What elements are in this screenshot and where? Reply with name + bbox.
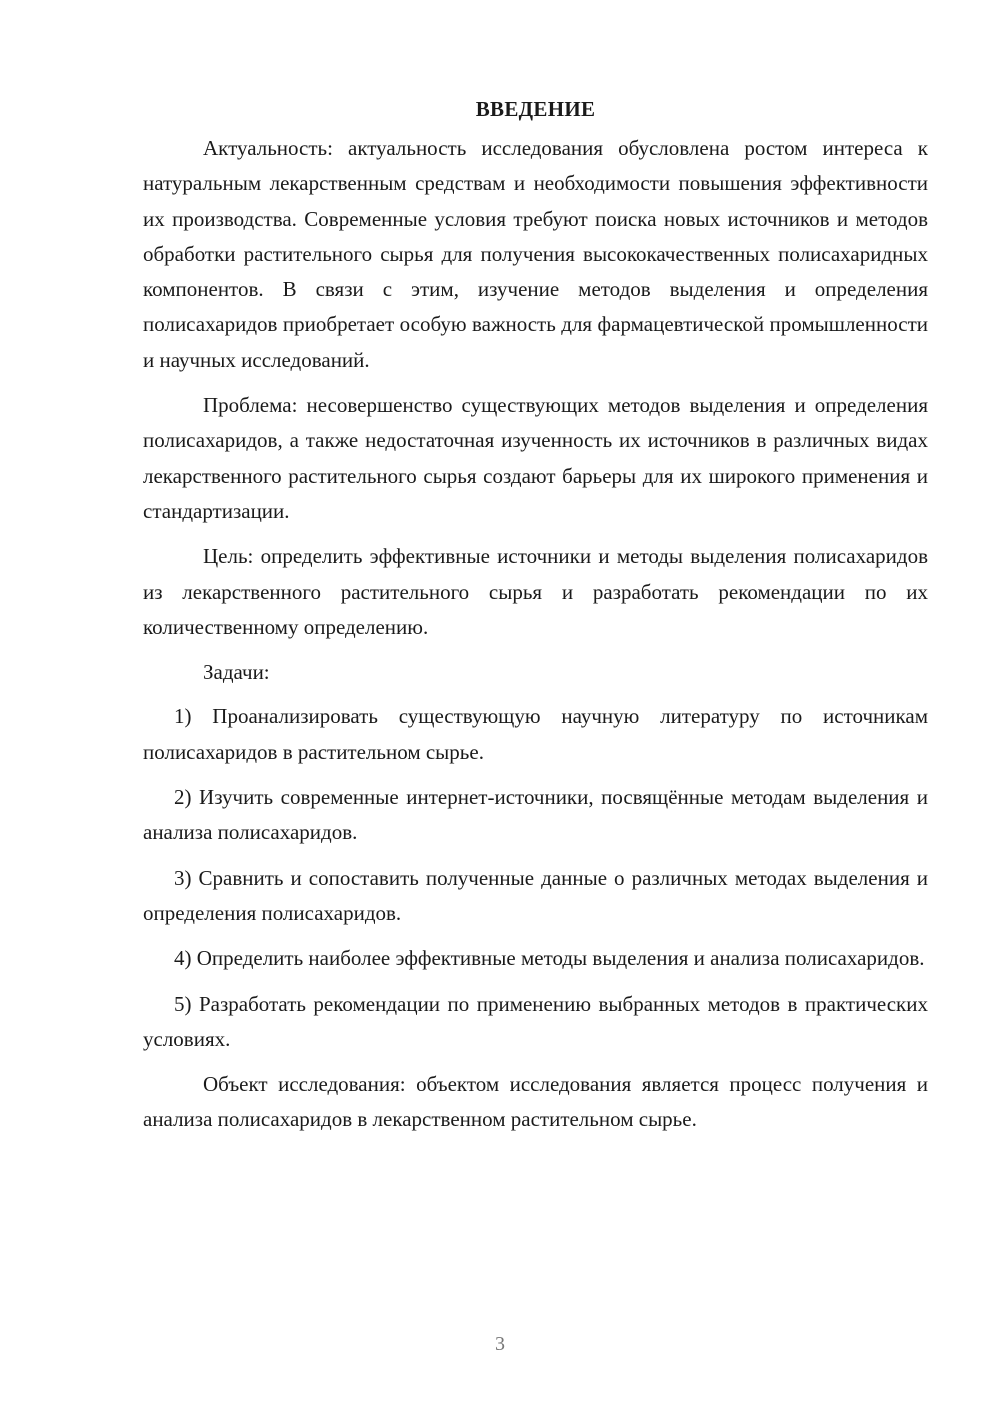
page-number: 3 bbox=[495, 1333, 505, 1355]
tasks-heading: Задачи: bbox=[203, 660, 270, 685]
task-item-3: 3) Сравнить и сопоставить полученные данные о различных методах выделения и определения полисахаридов. bbox=[143, 865, 928, 925]
paragraph-problem: Проблема: несовершенство существующих методов выделения и определения полисахаридов, а также недостаточная изученность их источников в различных видах лекарственного растительного сырья создают барьеры для их широкого применения и стандартизации. bbox=[143, 393, 928, 523]
paragraph-object: Объект исследования: объектом исследования является процесс получения и анализа полисахаридов в лекарственном растительном сырье. bbox=[143, 1072, 928, 1132]
document-page bbox=[143, 92, 928, 1148]
task-item-2: 2) Изучить современные интернет-источники, посвящённые методам выделения и анализа полисахаридов. bbox=[143, 785, 928, 845]
paragraph-goal: Цель: определить эффективные источники и методы выделения полисахаридов из лекарственного растительного сырья и разработать рекомендации по их количественному определению. bbox=[143, 544, 928, 639]
task-item-1: 1) Проанализировать существующую научную литературу по источникам полисахаридов в растительном сырье. bbox=[143, 704, 928, 764]
task-item-5: 5) Разработать рекомендации по применению выбранных методов в практических условиях. bbox=[143, 991, 928, 1051]
paragraph-relevance: Актуальность: актуальность исследования обусловлена ростом интереса к натуральным лекарственным средствам и необходимости повышения эффективности их производства. Современные условия требуют поиска новых источников и методов обработки растительного сырья для получения высококачественных полисахаридных компонентов. В связи с этим, изучение методов выделения и определения полисахаридов приобретает особую важность для фармацевтической промышленности и научных исследований. bbox=[143, 136, 928, 372]
task-item-4: 4) Определить наиболее эффективные методы выделения и анализа полисахаридов. bbox=[174, 946, 925, 971]
page-title: ВВЕДЕНИЕ bbox=[475, 97, 596, 121]
